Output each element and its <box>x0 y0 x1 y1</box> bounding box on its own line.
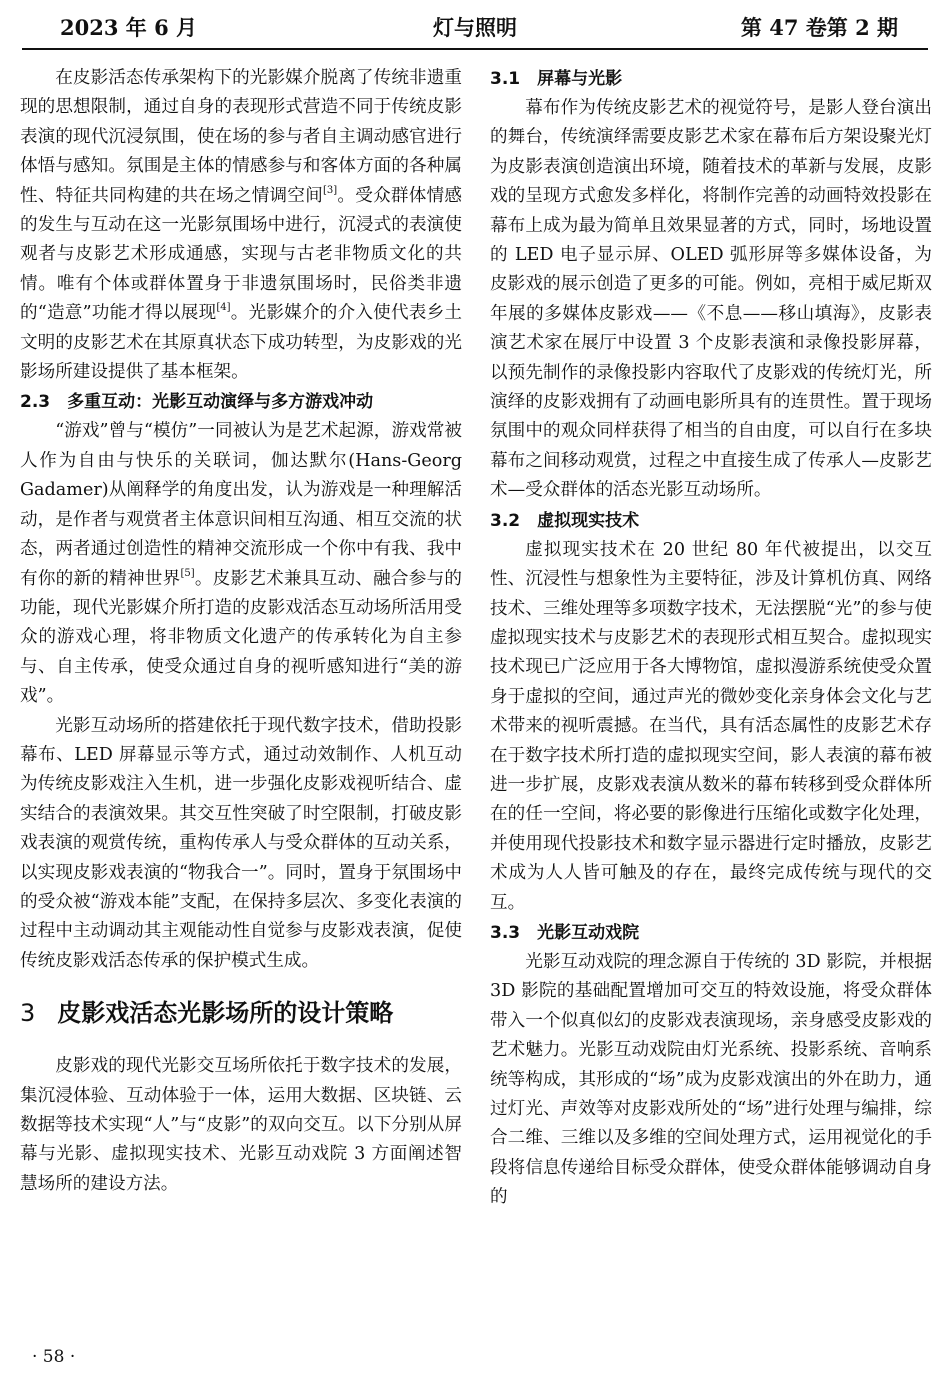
text-span: 。皮影艺术兼具互动、融合参与的功能，现代光影媒介所打造的皮影戏活态互动场所活用受众的游戏心理，将非物质文化遗产的传承转化为自主参与、自主传承，使受众通过自身的视听感知进行“美的游戏”。 <box>20 568 462 707</box>
running-header <box>22 14 928 50</box>
paragraph-theater: 光影互动戏院的理念源自于传统的 3D 影院，并根据 3D 影院的基础配置增加可交互的特效设施，将受众群体带入一个似真似幻的皮影戏表演现场，亲身感受皮影戏的艺术魅力。光影互动戏院由灯光系统、投影系统、音响系统等构成，其形成的“场”成为皮影戏演出的外在助力，通过灯光、声效等对皮影戏所处的“场”进行处理与编排，综合二维、三维以及多维的空间处理方式，运用视觉化的手段将信息传递给目标受众群体，使受众群体能够调动自身的 <box>490 951 932 1208</box>
section-number: 3 <box>20 999 36 1028</box>
paragraph-screen-light: 幕布作为传统皮影艺术的视觉符号，是影人登台演出的舞台，传统演绎需要皮影艺术家在幕布后方架设聚光灯为皮影表演创造演出环境，随着技术的革新与发展，皮影戏的呈现方式愈发多样化，将制作完善的动画特效投影在幕布上成为最为简单且效果显著的方式，同时，场地设置的 LED 电子显示屏、OLED 弧形屏等多媒体设备，为皮影戏的展示创造了更多的可能。例如，亮相于威尼斯双年展的多媒体皮影戏——《不息——移山填海》，皮影表演艺术家在展厅中设置 3 个皮影表演和录像投影屏幕，以预先制作的录像投影内容取代了皮影戏的传统灯光，所演绎的皮影戏拥有了动画电影所具有的连贯性。置于现场氛围中的观众同样获得了相当的自由度，可以自行在多块幕布之间移动观赏，过程之中直接生成了传承人—皮影艺术—受众群体的活态光影互动场所。 <box>490 98 932 501</box>
citation-5: [5] <box>180 567 195 579</box>
paragraph-interactive-space: 光影互动场所的搭建依托于现代数字技术，借助投影幕布、LED 屏幕显示等方式，通过动效制作、人机互动为传统皮影戏注入生机，进一步强化皮影戏视听结合、虚实结合的表演效果。其交互性突破了时空限制，打破皮影戏表演的观赏传统，重构传承人与受众群体的互动关系，以实现皮影戏表演的“物我合一”。同时，置身于氛围场中的受众被“游戏本能”支配，在保持多层次、多变化表演的过程中主动调动其主观能动性自觉参与皮影戏表演，促使传统皮影戏活态传承的保护模式生成。 <box>20 715 462 971</box>
section-heading-3 <box>20 994 462 1032</box>
text-span: “游戏”曾与“模仿”一同被认为是艺术起源，游戏常被人作为自由与快乐的关联词，伽达默尔(Hans-Georg Gadamer)从阐释学的角度出发，认为游戏是一种理解活动，是作者与观赏者主体意识间相互沟通、相互交流的状态，两者通过创造性的精神交流形成一个你中有我、我中有你的新的精神世界 <box>20 421 462 589</box>
header-volume-issue: 第 47 卷第 2 期 <box>740 15 898 40</box>
text-span: 在皮影活态传承架构下的光影媒介脱离了传统非遗重现的思想限制，通过自身的表现形式营造不同于传统皮影表演的现代沉浸氛围，使在场的参与者自主调动感官进行体悟与感知。氛围是主体的情感参与和客体方面的各种属性、特征共同构建的共在场之情调空间 <box>20 68 462 206</box>
paragraph-strategy-intro: 皮影戏的现代光影交互场所依托于数字技术的发展，集沉浸体验、互动体验于一体，运用大数据、区块链、云数据等技术实现“人”与“皮影”的双向交互。以下分别从屏幕与光影、虚拟现实技术、光影互动戏院 3 方面阐述智慧场所的建设方法。 <box>20 1056 462 1194</box>
section-title: 皮影戏活态光影场所的设计策略 <box>57 999 394 1028</box>
paragraph-vr: 虚拟现实技术在 20 世纪 80 年代被提出，以交互性、沉浸性与想象性为主要特征，涉及计算机仿真、网络技术、三维处理等多项数字技术，无法摆脱“光”的参与使虚拟现实技术与皮影艺术的表现形式相互契合。虚拟现实技术现已广泛应用于各大博物馆，虚拟漫游系统使受众置身于虚拟的空间，通过声光的微妙变化亲身体会文化与艺术带来的视听震撼。在当代，具有活态属性的皮影艺术存在于数字技术所打造的虚拟现实空间，影人表演的幕布被进一步扩展，皮影戏表演从数米的幕布转移到受众群体所在的任一空间，将必要的影像进行压缩化或数字化处理，并使用现代投影技术和数字显示器进行定时播放，皮影艺术成为人人皆可触及的存在，最终完成传统与现代的交互。 <box>490 539 932 913</box>
section-heading-2-3: 2.3 多重互动：光影互动演绎与多方游戏冲动 <box>20 392 374 413</box>
right-column <box>490 64 932 1213</box>
paragraph-game <box>20 417 462 711</box>
citation-3: [3] <box>323 184 338 196</box>
citation-4: [4] <box>216 302 231 314</box>
header-date: 2023 年 6 月 <box>60 15 197 40</box>
header-journal-title: 灯与照明 <box>433 15 517 40</box>
page-number: · 58 · <box>32 1347 76 1367</box>
paragraph-ambience <box>20 64 462 387</box>
left-column <box>20 64 462 1199</box>
section-heading-3-1: 3.1 屏幕与光影 <box>490 69 623 89</box>
section-heading-3-3: 3.3 光影互动戏院 <box>490 922 640 943</box>
text-span: 。光影媒介的介入使代表乡土文明的皮影艺术在其原真状态下成功转型，为皮影戏的光影场所建设提供了基本框架。 <box>20 303 462 383</box>
text-span: 。受众群体情感的发生与互动在这一光影氛围场中进行，沉浸式的表演使观者与皮影艺术形成通感，实现与古老非物质文化的共情。唯有个体或群体置身于非遗氛围场时，民俗类非遗的“造意”功能才得以展现 <box>20 185 462 324</box>
section-heading-3-2: 3.2 虚拟现实技术 <box>490 510 640 531</box>
